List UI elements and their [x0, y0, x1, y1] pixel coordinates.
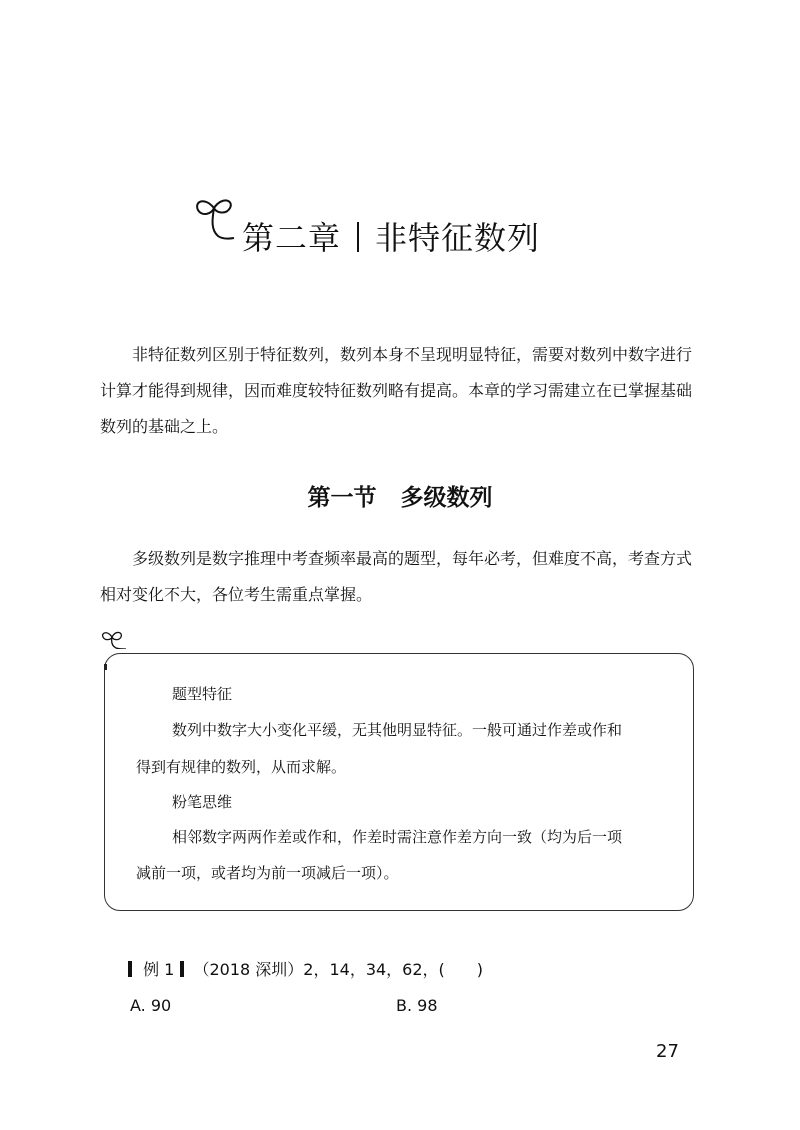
sprout-icon-small: [100, 629, 126, 649]
example-label: 例 1: [143, 960, 175, 979]
section-title: [0, 478, 800, 518]
example-source: （2018 深圳）: [193, 960, 304, 979]
thinking-text-line-1: 相邻数字两两作差或作和，作差时需注意作差方向一致（均为后一项: [172, 828, 623, 846]
chapter-header: [192, 196, 592, 276]
label-bar-left: [128, 961, 132, 977]
option-a: A. 90: [130, 996, 172, 1015]
chapter-number: 第二章: [242, 219, 342, 257]
label-bar-right: [180, 961, 184, 977]
chapter-title: [242, 216, 540, 260]
section-number: 第一节: [307, 485, 377, 511]
feature-text-line-2: 得到有规律的数列，从而求解。: [136, 758, 347, 776]
section-name: 多级数列: [400, 485, 493, 511]
title-separator: [357, 222, 359, 252]
option-b: B. 98: [396, 996, 438, 1015]
section-paragraph: 多级数列是数字推理中考查频率最高的题型，每年必考，但难度不高，考查方式相对变化不大，各位考生需重点掌握。: [100, 549, 693, 604]
box-marker: [104, 664, 107, 670]
thinking-heading: 粉笔思维: [172, 793, 233, 811]
sprout-icon: [192, 196, 242, 248]
intro-paragraph: 非特征数列区别于特征数列，数列本身不呈现明显特征，需要对数列中数字进行计算才能得到规律，因而难度较特征数列略有提高。本章的学习需建立在已掌握基础数列的基础之上。: [100, 345, 693, 436]
page-number: 27: [656, 1041, 679, 1062]
example-question: [128, 958, 483, 982]
feature-heading: 题型特征: [172, 685, 233, 703]
chapter-name: 非特征数列: [375, 219, 541, 257]
feature-text-line-1: 数列中数字大小变化平缓，无其他明显特征。一般可通过作差或作和: [172, 721, 623, 739]
example-sequence: 2，14，34，62，( ): [303, 960, 484, 979]
thinking-text-line-2: 减前一项，或者均为前一项减后一项）。: [136, 864, 399, 882]
